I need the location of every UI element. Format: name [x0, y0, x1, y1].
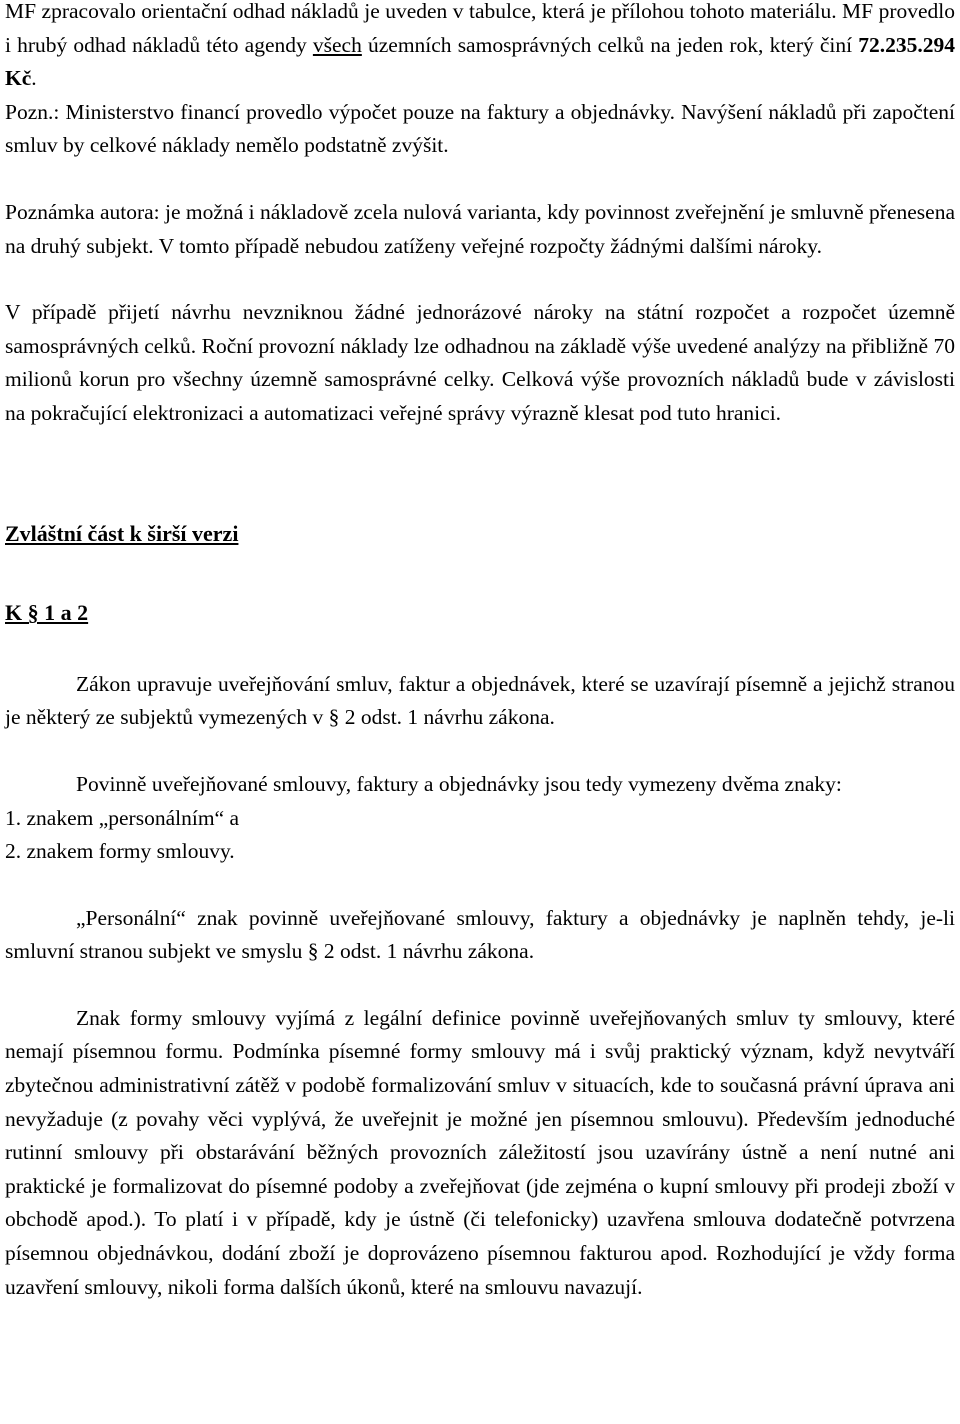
criteria-intro-paragraph: Povinně uveřejňované smlouvy, faktury a objednávky jsou tedy vymezeny dvěma znaky:	[76, 771, 842, 796]
spacer	[5, 735, 955, 768]
intro-note: Pozn.: Ministerstvo financí provedlo výpočet pouze na faktury a objednávky. Navýšení nákladů při započtení smluv by celkové náklady nemělo podstatně zvýšit.	[5, 99, 955, 158]
spacer	[5, 550, 955, 596]
operating-costs-paragraph: V případě přijetí návrhu nevzniknou žádné jednorázové nároky na státní rozpočet a rozpočet územně samosprávných celků. Roční provozní náklady lze odhadnou na základě výše uvedené analýzy na přibližně 70 milionů korun pro všechny územně samosprávné celky. Celková výše provozních nákladů bude v závislosti na pokračující elektronizaci a automatizaci veřejné správy výrazně klesat pod tuto hranici.	[5, 300, 955, 425]
section-subheading: K § 1 a 2	[5, 600, 89, 626]
intro-text-a: MF zpracovalo orientační odhad nákladů je uveden v tabulce, která je přílohou tohoto materiálu. MF provedlo i hrubý odhad nákladů této agendy	[5, 0, 955, 57]
spacer	[5, 969, 955, 1002]
document-page	[5, 0, 955, 1304]
form-criterion-paragraph: Znak formy smlouvy vyjímá z legální definice povinně uveřejňovaných smluv ty smlouvy, které nemají písemnou formu. Podmínka písemné formy smlouvy má i svůj praktický význam, když nevytváří zbytečnou administrativní zátěž v podobě formalizování smluv v situacích, kde to současná právní úprava ani nevyžaduje (z povahy věci vyplývá, že uveřejnit je možné jen písemnou smlouvu). Především jednoduché rutinní smlouvy při obstarávání běžných provozních záležitostí jsou uzavírány ústně a není nutné ani praktické je formalizovat do písemné podoby a zveřejňovat (jde zejména o kupní smlouvy při prodeji zboží v obchodě apod.). To platí i v případě, kdy je ústně (či telefonicky) uzavřena smlouva dodatečně potvrzena písemnou objednávkou, dodání zboží je doprovázeno písemnou fakturou apod. Rozhodující je vždy forma uzavření smlouvy, nikoli forma dalších úkonů, které na smlouvu navazují.	[5, 1005, 955, 1299]
criteria-list-item: 2. znakem formy smlouvy.	[5, 839, 235, 864]
intro-text-c: .	[31, 66, 37, 91]
intro-text-b: územních samosprávných celků na jeden rok, který činí	[361, 32, 859, 57]
spacer	[5, 431, 955, 517]
author-note-paragraph: Poznámka autora: je možná i nákladově zcela nulová varianta, kdy povinnost zveřejnění je smluvně přenesena na druhý subjekt. V tomto případě nebudou zatíženy veřejné rozpočty žádnými dalšími nároky.	[5, 199, 955, 258]
criteria-list-item: 1. znakem „personálním“ a	[5, 805, 240, 830]
spacer	[5, 630, 955, 668]
spacer	[5, 163, 955, 196]
law-scope-paragraph: Zákon upravuje uveřejňování smluv, faktur a objednávek, které se uzavírají písemně a jejichž stranou je některý ze subjektů vymezených v § 2 odst. 1 návrhu zákona.	[5, 671, 955, 730]
section-heading: Zvláštní část k širší verzi	[5, 520, 239, 546]
spacer	[5, 869, 955, 902]
personal-criterion-paragraph: „Personální“ znak povinně uveřejňované smlouvy, faktury a objednávky je naplněn tehdy, je-li smluvní stranou subjekt ve smyslu § 2 odst. 1 návrhu zákona.	[5, 905, 955, 964]
intro-amount: 72.235.294 Kč	[5, 32, 956, 91]
intro-underlined-word: všech	[312, 32, 362, 57]
intro-paragraph-cost-estimate	[5, 0, 955, 96]
spacer	[5, 263, 955, 296]
